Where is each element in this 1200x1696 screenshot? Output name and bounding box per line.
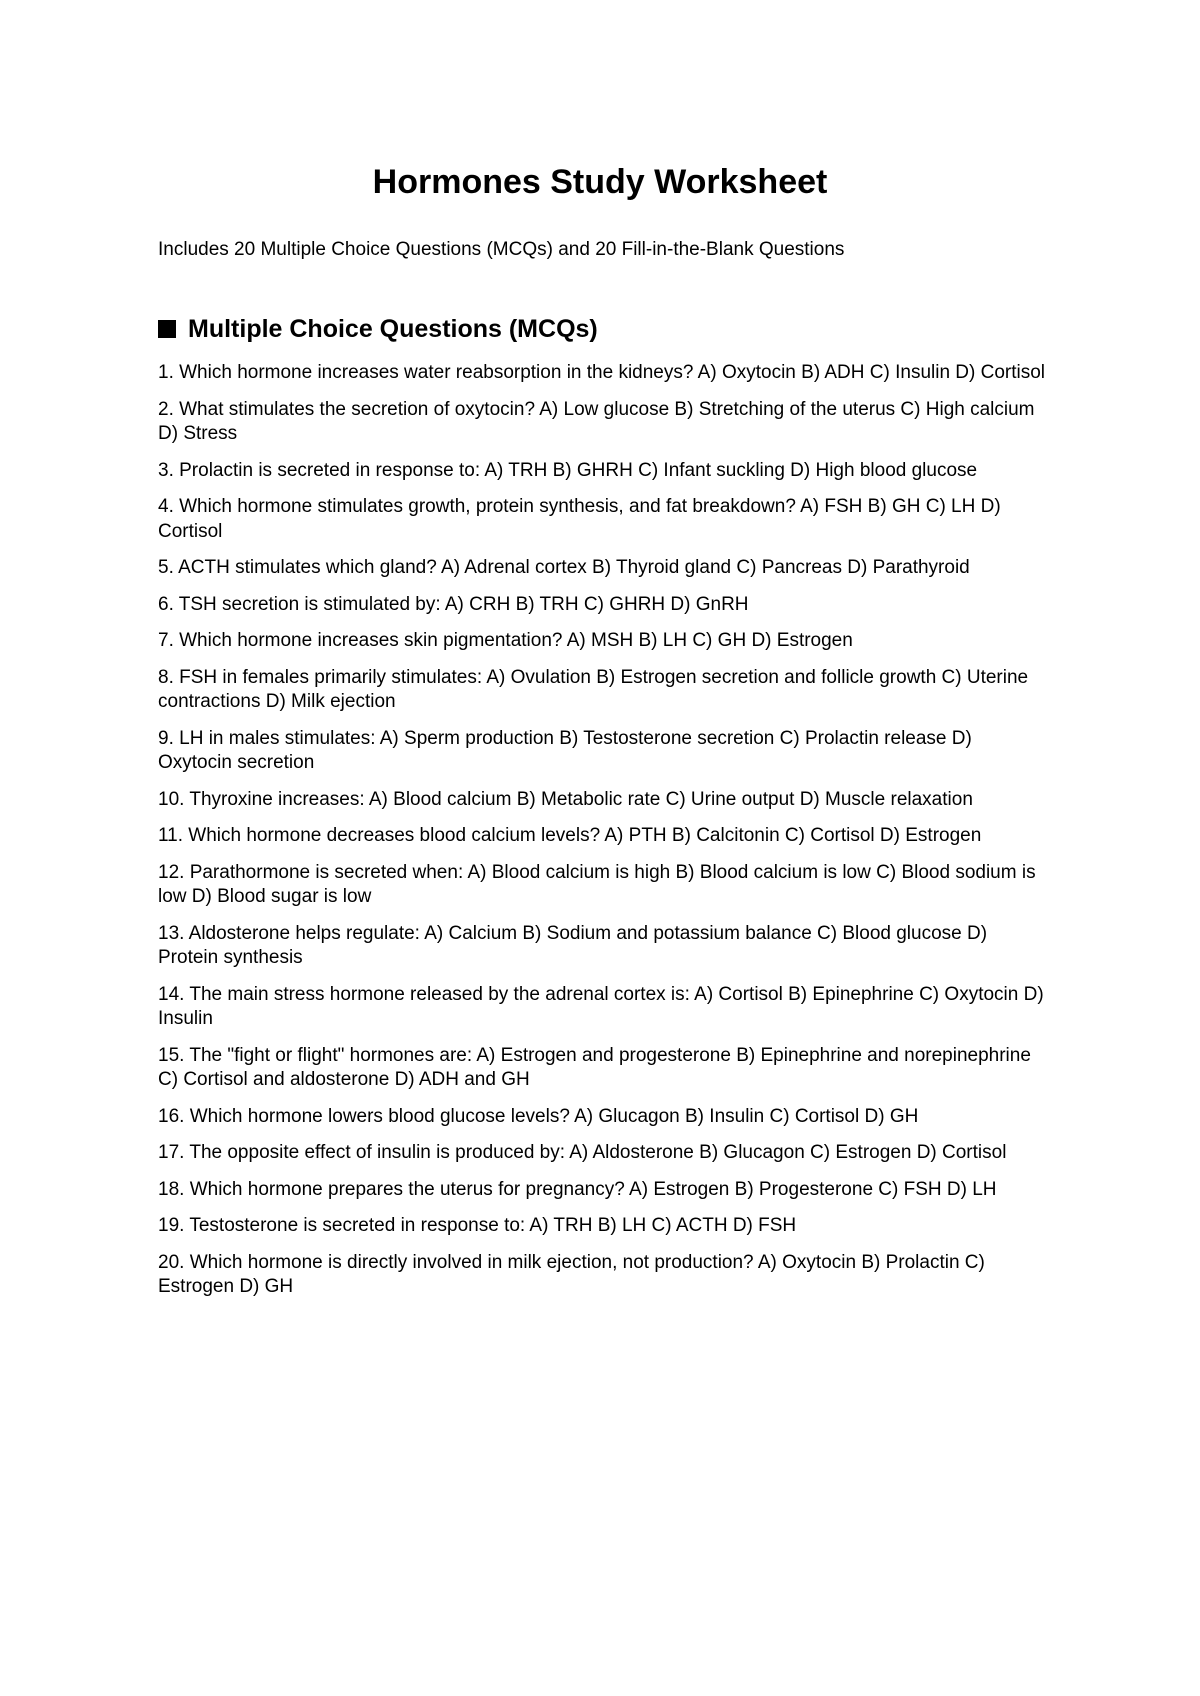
mcq-section-heading-text: Multiple Choice Questions (MCQs) xyxy=(188,315,598,343)
question-item: 10. Thyroxine increases: A) Blood calcium B) Metabolic rate C) Urine output D) Muscle relaxation xyxy=(158,788,973,810)
mcq-section-heading xyxy=(158,313,598,345)
question-item: 18. Which hormone prepares the uterus for pregnancy? A) Estrogen B) Progesterone C) FSH D) LH xyxy=(158,1178,997,1200)
question-item: 5. ACTH stimulates which gland? A) Adrenal cortex B) Thyroid gland C) Pancreas D) Parathyroid xyxy=(158,557,970,578)
mcq-question-list xyxy=(158,361,1048,1312)
question-item: 2. What stimulates the secretion of oxytocin? A) Low glucose B) Stretching of the uterus C) High calcium D) Stress xyxy=(158,398,1035,444)
question-item: 20. Which hormone is directly involved in milk ejection, not production? A) Oxytocin B) Prolactin C) Estrogen D) GH xyxy=(158,1251,985,1297)
question-item: 4. Which hormone stimulates growth, protein synthesis, and fat breakdown? A) FSH B) GH C) LH D) Cortisol xyxy=(158,496,1001,542)
question-item: 15. The "fight or flight" hormones are: A) Estrogen and progesterone B) Epinephrine and norepinephrine C) Cortisol and aldosterone D) ADH and GH xyxy=(158,1044,1031,1090)
question-item: 7. Which hormone increases skin pigmentation? A) MSH B) LH C) GH D) Estrogen xyxy=(158,630,853,651)
question-item: 6. TSH secretion is stimulated by: A) CRH B) TRH C) GHRH D) GnRH xyxy=(158,593,749,615)
question-item: 12. Parathormone is secreted when: A) Blood calcium is high B) Blood calcium is low C) Blood sodium is low D) Blood sugar is low xyxy=(158,861,1036,907)
question-item: 8. FSH in females primarily stimulates: A) Ovulation B) Estrogen secretion and follicle growth C) Uterine contractions D) Milk ejection xyxy=(158,666,1029,712)
question-item: 11. Which hormone decreases blood calcium levels? A) PTH B) Calcitonin C) Cortisol D) Estrogen xyxy=(158,825,982,846)
question-item: 1. Which hormone increases water reabsorption in the kidneys? A) Oxytocin B) ADH C) Insulin D) Cortisol xyxy=(158,362,1046,383)
page-subtitle: Includes 20 Multiple Choice Questions (MCQs) and 20 Fill-in-the-Blank Questions xyxy=(158,239,845,260)
question-item: 14. The main stress hormone released by the adrenal cortex is: A) Cortisol B) Epinephrine C) Oxytocin D) Insulin xyxy=(158,983,1044,1029)
question-item: 19. Testosterone is secreted in response to: A) TRH B) LH C) ACTH D) FSH xyxy=(158,1215,797,1236)
question-item: 3. Prolactin is secreted in response to: A) TRH B) GHRH C) Infant suckling D) High blood glucose xyxy=(158,459,978,481)
page-title: Hormones Study Worksheet xyxy=(372,163,828,201)
question-item: 17. The opposite effect of insulin is produced by: A) Aldosterone B) Glucagon C) Estrogen D) Cortisol xyxy=(158,1142,1007,1163)
question-item: 16. Which hormone lowers blood glucose levels? A) Glucagon B) Insulin C) Cortisol D) GH xyxy=(158,1105,919,1127)
question-item: 13. Aldosterone helps regulate: A) Calcium B) Sodium and potassium balance C) Blood glucose D) Protein synthesis xyxy=(158,922,988,968)
black-square-icon xyxy=(158,320,176,338)
question-item: 9. LH in males stimulates: A) Sperm production B) Testosterone secretion C) Prolactin release D) Oxytocin secretion xyxy=(158,727,972,773)
